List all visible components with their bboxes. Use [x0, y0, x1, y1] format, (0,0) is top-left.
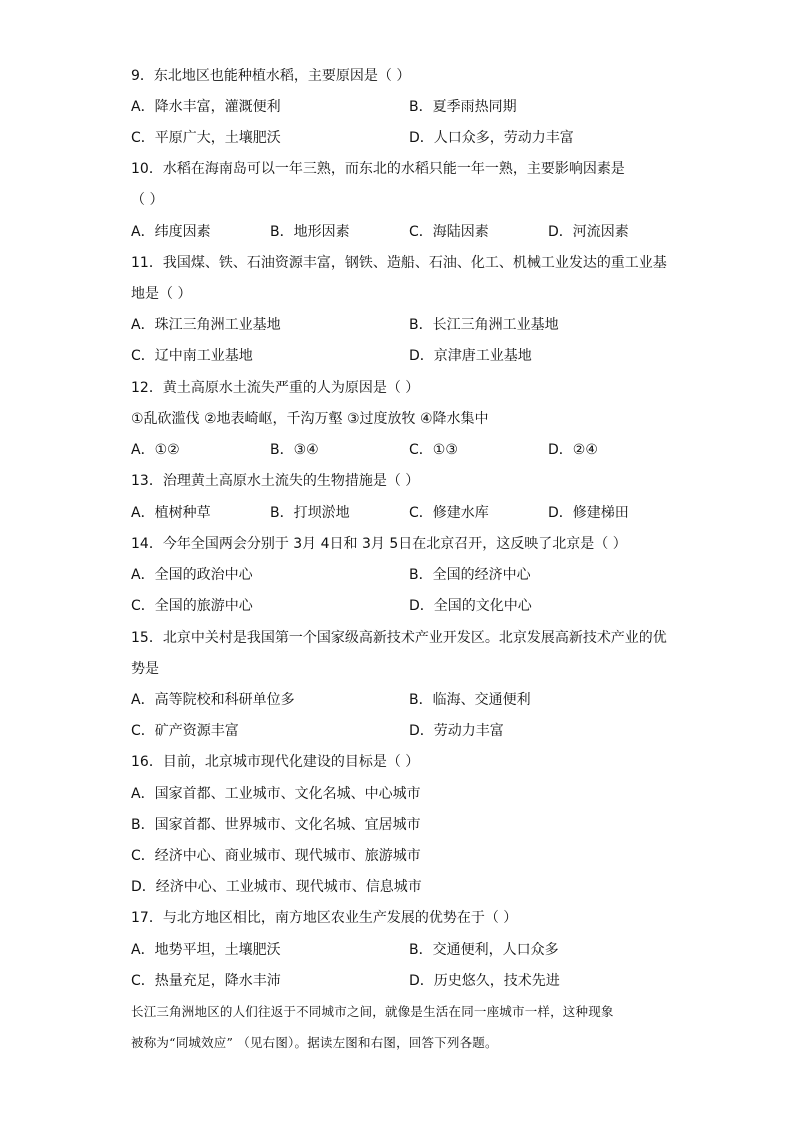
q12-option-a: A．①② — [131, 442, 180, 458]
q13-option-c: C．修建水库 — [409, 505, 489, 521]
q12-option-d: D．②④ — [548, 442, 598, 458]
q16-option-a: A．国家首都、工业城市、文化名城、中心城市 — [131, 786, 421, 802]
q9-option-d: D．人口众多，劳动力丰富 — [409, 130, 574, 146]
question-11-stem-line1: 11．我国煤、铁、石油资源丰富，钢铁、造船、石油、化工、机械工业发达的重工业基 — [131, 255, 667, 271]
q12-option-b: B．③④ — [270, 442, 319, 458]
question-15-stem-line2: 势是 — [131, 661, 159, 677]
q17-option-c: C．热量充足，降水丰沛 — [131, 973, 281, 989]
q14-option-a: A．全国的政治中心 — [131, 567, 253, 583]
question-9-stem: 9．东北地区也能种植水稻，主要原因是（ ） — [131, 68, 411, 84]
q11-option-a: A．珠江三角洲工业基地 — [131, 317, 281, 333]
question-10-stem-line2: （ ） — [131, 192, 164, 208]
passage-line2: 被称为“同城效应” （见右图）。据读左图和右图，回答下列各题。 — [131, 1035, 498, 1050]
q14-option-c: C．全国的旅游中心 — [131, 598, 253, 614]
question-13-stem: 13．治理黄土高原水土流失的生物措施是（ ） — [131, 473, 420, 489]
question-17-stem: 17．与北方地区相比，南方地区农业生产发展的优势在于（ ） — [131, 910, 518, 926]
q11-option-c: C．辽中南工业基地 — [131, 348, 253, 364]
passage-line1: 长江三角洲地区的人们往返于不同城市之间，就像是生活在同一座城市一样，这种现象 — [131, 1004, 614, 1019]
q15-option-d: D．劳动力丰富 — [409, 723, 504, 739]
q17-option-a: A．地势平坦，土壤肥沃 — [131, 942, 281, 958]
q17-option-d: D．历史悠久，技术先进 — [409, 973, 560, 989]
q9-option-c: C．平原广大，土壤肥沃 — [131, 130, 281, 146]
question-16-stem: 16．目前，北京城市现代化建设的目标是（ ） — [131, 754, 420, 770]
q10-option-a: A．纬度因素 — [131, 224, 211, 240]
q15-option-c: C．矿产资源丰富 — [131, 723, 239, 739]
q9-option-a: A．降水丰富，灌溉便利 — [131, 99, 281, 115]
question-10-stem-line1: 10．水稻在海南岛可以一年三熟，而东北的水稻只能一年一熟，主要影响因素是 — [131, 161, 625, 177]
q13-option-a: A．植树种草 — [131, 505, 211, 521]
q16-option-b: B．国家首都、世界城市、文化名城、宜居城市 — [131, 817, 421, 833]
question-12-items: ①乱砍滥伐 ②地表崎岖，千沟万壑 ③过度放牧 ④降水集中 — [131, 411, 489, 427]
q13-option-d: D．修建梯田 — [548, 505, 629, 521]
q10-option-d: D．河流因素 — [548, 224, 629, 240]
q14-option-d: D．全国的文化中心 — [409, 598, 532, 614]
q15-option-a: A．高等院校和科研单位多 — [131, 692, 295, 708]
q12-option-c: C．①③ — [409, 442, 458, 458]
q9-option-b: B．夏季雨热同期 — [409, 99, 517, 115]
q16-option-d: D．经济中心、工业城市、现代城市、信息城市 — [131, 879, 422, 895]
q14-option-b: B．全国的经济中心 — [409, 567, 531, 583]
q16-option-c: C．经济中心、商业城市、现代城市、旅游城市 — [131, 848, 421, 864]
q10-option-c: C．海陆因素 — [409, 224, 489, 240]
q10-option-b: B．地形因素 — [270, 224, 350, 240]
question-11-stem-line2: 地是（ ） — [131, 286, 192, 302]
question-12-stem: 12．黄土高原水土流失严重的人为原因是（ ） — [131, 380, 420, 396]
q11-option-d: D．京津唐工业基地 — [409, 348, 532, 364]
q13-option-b: B．打坝淤地 — [270, 505, 350, 521]
question-15-stem-line1: 15．北京中关村是我国第一个国家级高新技术产业开发区。北京发展高新技术产业的优 — [131, 630, 667, 646]
q15-option-b: B．临海、交通便利 — [409, 692, 531, 708]
q17-option-b: B．交通便利，人口众多 — [409, 942, 559, 958]
q11-option-b: B．长江三角洲工业基地 — [409, 317, 559, 333]
question-14-stem: 14．今年全国两会分别于 3月 4日和 3月 5日在北京召开，这反映了北京是（ ） — [131, 536, 627, 552]
